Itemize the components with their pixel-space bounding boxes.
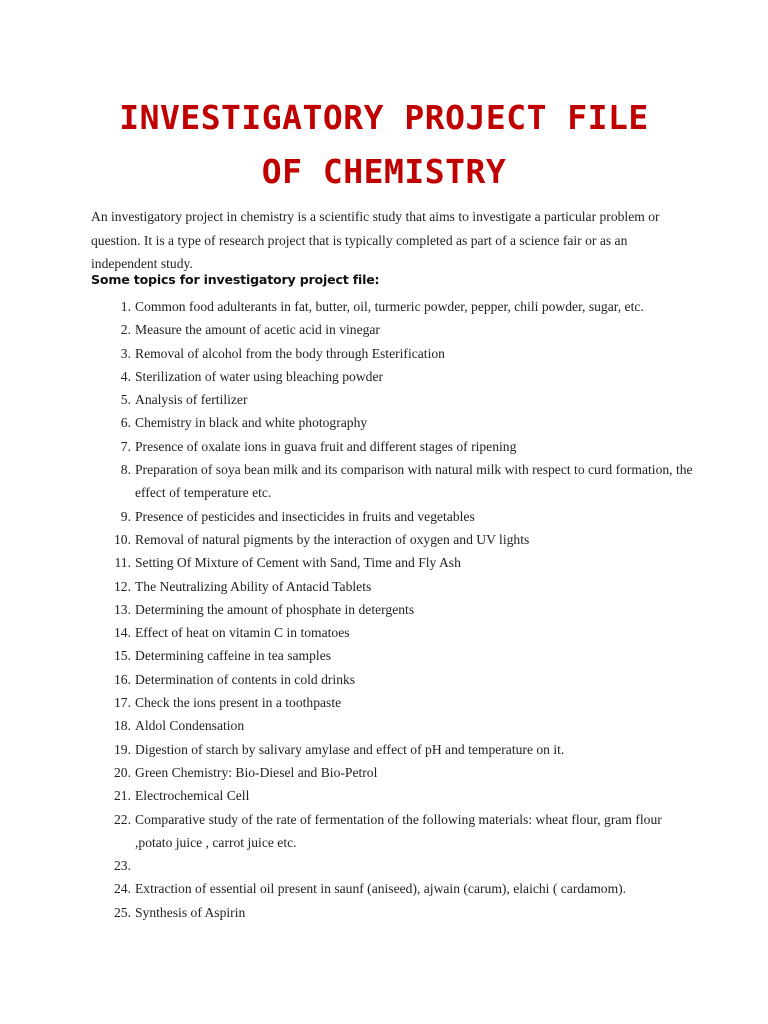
list-item	[91, 668, 701, 691]
document-title-line-2: OF CHEMISTRY	[261, 152, 507, 191]
list-item-number: 19.	[114, 741, 131, 757]
list-item-number: 25.	[114, 904, 131, 920]
list-item-text: Effect of heat on vitamin C in tomatoes	[135, 625, 350, 641]
list-item	[91, 575, 701, 598]
list-item-number: 6.	[120, 415, 131, 431]
list-item	[91, 342, 701, 365]
list-item	[91, 365, 701, 388]
list-item	[91, 761, 701, 784]
list-item-text: Comparative study of the rate of fermentation of the following materials: wheat flour, gram flour ,potato juice , carrot juice etc.	[135, 811, 662, 850]
list-item-number: 1.	[120, 299, 131, 314]
document-title-line-1: INVESTIGATORY PROJECT FILE	[119, 98, 649, 137]
list-item-text: Removal of alcohol from the body through Esterification	[135, 345, 445, 361]
list-item-text: Extraction of essential oil present in saunf (aniseed), ajwain (carum), elaichi ( cardamom).	[135, 881, 627, 897]
list-item	[91, 528, 701, 551]
topics-list	[91, 295, 701, 924]
list-item-text: Sterilization of water using bleaching powder	[135, 368, 384, 384]
list-item-number: 2.	[120, 322, 131, 338]
list-item-text: Chemistry in black and white photography	[135, 415, 368, 431]
list-item-text: Presence of oxalate ions in guava fruit and different stages of ripening	[135, 438, 517, 454]
list-item-number: 9.	[120, 508, 131, 524]
list-item	[91, 714, 701, 737]
list-item-number: 17.	[114, 695, 131, 711]
list-item-text: Digestion of starch by salivary amylase and effect of pH and temperature on it.	[135, 741, 565, 757]
list-item-number: 16.	[114, 671, 131, 687]
list-item-number: 11.	[114, 555, 131, 571]
list-item-number: 3.	[120, 345, 131, 361]
list-item-number: 12.	[114, 578, 131, 594]
list-item-text: Analysis of fertilizer	[135, 392, 248, 408]
list-item-text: Determining caffeine in tea samples	[135, 648, 332, 664]
list-item	[91, 901, 701, 924]
list-item-text: Determining the amount of phosphate in detergents	[135, 601, 415, 617]
list-item	[91, 551, 701, 574]
list-item	[91, 598, 701, 621]
list-item-number: 24.	[114, 881, 131, 897]
list-item	[91, 435, 701, 458]
list-item-number: 7.	[120, 438, 131, 454]
intro-paragraph: An investigatory project in chemistry is a scientific study that aims to investigate a particular problem or question. It is a type of research project that is typically completed as part of a science fair or as an independent study.	[91, 209, 660, 271]
topics-subheading: Some topics for investigatory project file:	[91, 272, 380, 287]
list-item-number: 8.	[120, 462, 131, 478]
list-item	[91, 388, 701, 411]
list-item-text: Removal of natural pigments by the interaction of oxygen and UV lights	[135, 531, 530, 547]
list-item	[91, 784, 701, 807]
list-item-number: 15.	[114, 648, 131, 664]
list-item	[91, 411, 701, 434]
list-item	[91, 854, 701, 877]
list-item-text: Setting Of Mixture of Cement with Sand, Time and Fly Ash	[135, 555, 461, 571]
list-item-number: 18.	[114, 718, 131, 734]
list-item-number: 20.	[114, 764, 131, 780]
list-item-number: 23.	[114, 858, 131, 874]
list-item-text: Aldol Condensation	[135, 718, 245, 734]
list-item	[91, 808, 701, 855]
list-item-text: Check the ions present in a toothpaste	[135, 695, 342, 711]
list-item	[91, 458, 701, 505]
list-item	[91, 877, 701, 900]
list-item-text: Common food adulterants in fat, butter, oil, turmeric powder, pepper, chili powder, sugar, etc.	[135, 299, 644, 314]
list-item-number: 13.	[114, 601, 131, 617]
list-item	[91, 295, 701, 318]
list-item-number: 4.	[120, 368, 131, 384]
list-item-text: Green Chemistry: Bio-Diesel and Bio-Petrol	[135, 764, 378, 780]
list-item-text: Presence of pesticides and insecticides in fruits and vegetables	[135, 508, 475, 524]
list-item-number: 10.	[114, 531, 131, 547]
list-item-number: 5.	[120, 392, 131, 408]
list-item-text: Determination of contents in cold drinks	[135, 671, 356, 687]
list-item	[91, 621, 701, 644]
list-item-text: Measure the amount of acetic acid in vinegar	[135, 322, 380, 338]
list-item	[91, 738, 701, 761]
list-item-text: Electrochemical Cell	[135, 788, 250, 804]
list-item-number: 22.	[114, 811, 131, 827]
list-item-number: 21.	[114, 788, 131, 804]
list-item-number: 14.	[114, 625, 131, 641]
list-item	[91, 318, 701, 341]
list-item	[91, 691, 701, 714]
list-item	[91, 505, 701, 528]
list-item-text: Synthesis of Aspirin	[135, 904, 246, 920]
list-item-text: Preparation of soya bean milk and its comparison with natural milk with respect to curd formation, the effect of temperature etc.	[135, 462, 693, 501]
list-item	[91, 644, 701, 667]
list-item-text: The Neutralizing Ability of Antacid Tablets	[135, 578, 372, 594]
